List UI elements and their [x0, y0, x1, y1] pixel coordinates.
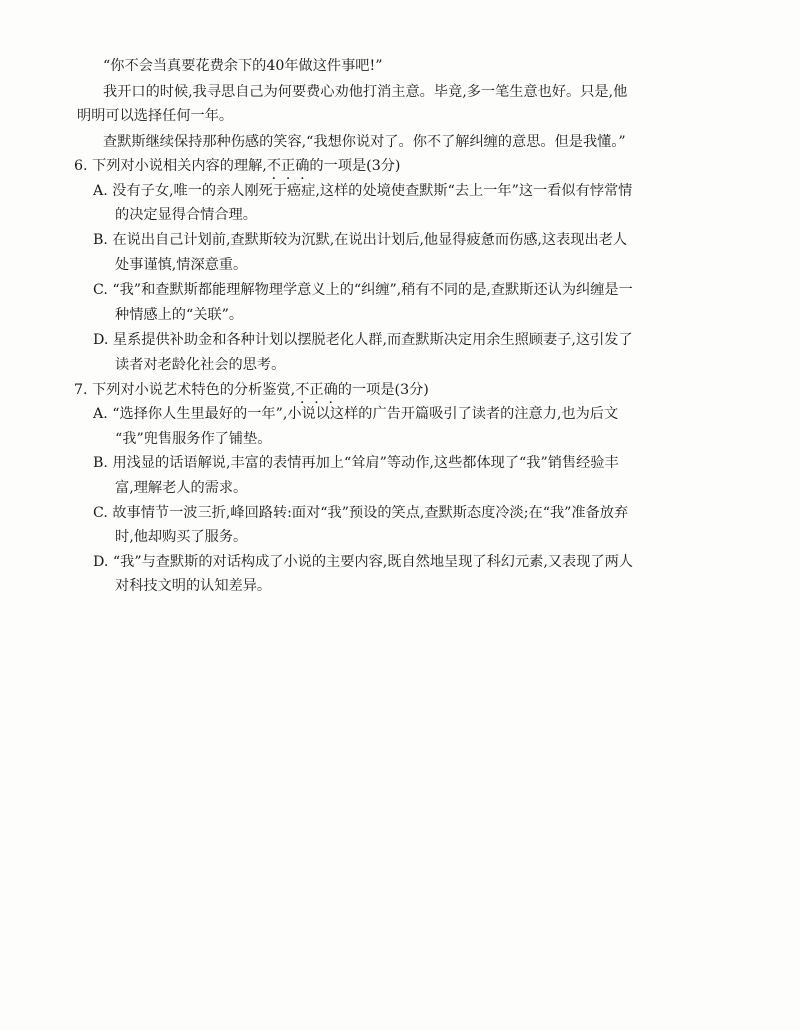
story-paragraph-1: “你不会当真要花费余下的40年做这件事吧!” [103, 58, 383, 74]
q6-option-c-line-2: 种情感上的“关联”。 [115, 307, 244, 323]
q7-option-d-line-1: D. “我”与查默斯的对话构成了小说的主要内容,既自然地呈现了科幻元素,又表现了两人 [93, 554, 633, 570]
q6-stem-part-a: 6. 下列对小说相关内容的理解, [74, 158, 267, 174]
q7-option-d-line-2: 对科技文明的认知差异。 [115, 578, 272, 594]
q7-stem-part-a: 7. 下列对小说艺术特色的分析鉴赏, [74, 382, 296, 398]
emphasis-char: 正 [281, 158, 296, 174]
emphasis-char: 正 [309, 382, 324, 398]
q6-option-d-line-2: 读者对老龄化社会的思考。 [115, 357, 286, 373]
emphasis-char: 不 [295, 382, 310, 398]
q6-stem [74, 156, 400, 176]
story-paragraph-2-line-1: 我开口的时候,我寻思自己为何要费心劝他打消主意。毕竟,多一笔生意也好。只是,他 [103, 84, 628, 100]
emphasis-char: 确 [295, 158, 310, 174]
q7-option-c-line-2: 时,他却购买了服务。 [115, 529, 248, 545]
q6-option-a-line-2: 的决定显得合情合理。 [115, 207, 257, 223]
q7-stem [74, 380, 429, 400]
q6-option-c-line-1: C. “我”和查默斯都能理解物理学意义上的“纠缠”,稍有不同的是,查默斯还认为纠缠是一 [93, 282, 633, 298]
story-paragraph-2-line-2: 明明可以选择任何一年。 [77, 108, 234, 124]
q7-stem-part-b: 的一项是(3分) [337, 382, 429, 398]
story-paragraph-3: 查默斯继续保持那种伤感的笑容,“我想你说对了。你不了解纠缠的意思。但是我懂。” [103, 134, 626, 150]
q6-option-b-line-2: 处事谨慎,情深意重。 [115, 257, 248, 273]
q6-option-d-line-1: D. 星系提供补助金和各种计划以摆脱老化人群,而查默斯决定用余生照顾妻子,这引发了 [93, 332, 633, 348]
q6-stem-part-b: 的一项是(3分) [309, 158, 401, 174]
q7-option-a-line-1: A. “选择你人生里最好的一年”,小说以这样的广告开篇吸引了读者的注意力,也为后文 [93, 406, 619, 422]
q7-option-c-line-1: C. 故事情节一波三折,峰回路转:面对“我”预设的笑点,查默斯态度冷淡;在“我”准备放弃 [93, 505, 629, 521]
emphasis-char: 不 [266, 158, 282, 174]
q6-option-b-line-1: B. 在说出自己计划前,查默斯较为沉默,在说出计划后,他显得疲惫而伤感,这表现出老人 [93, 232, 628, 248]
q7-option-b-line-1: B. 用浅显的话语解说,丰富的表情再加上“耸肩”等动作,这些都体现了“我”销售经验丰 [93, 455, 619, 471]
q7-option-b-line-2: 富,理解老人的需求。 [115, 480, 248, 496]
q7-option-a-line-2: “我”兜售服务作了铺垫。 [115, 431, 272, 447]
emphasis-char: 确 [323, 382, 338, 398]
q6-option-a-line-1: A. 没有子女,唯一的亲人刚死于癌症,这样的处境使查默斯“去上一年”这一看似有悖常情 [93, 183, 633, 199]
